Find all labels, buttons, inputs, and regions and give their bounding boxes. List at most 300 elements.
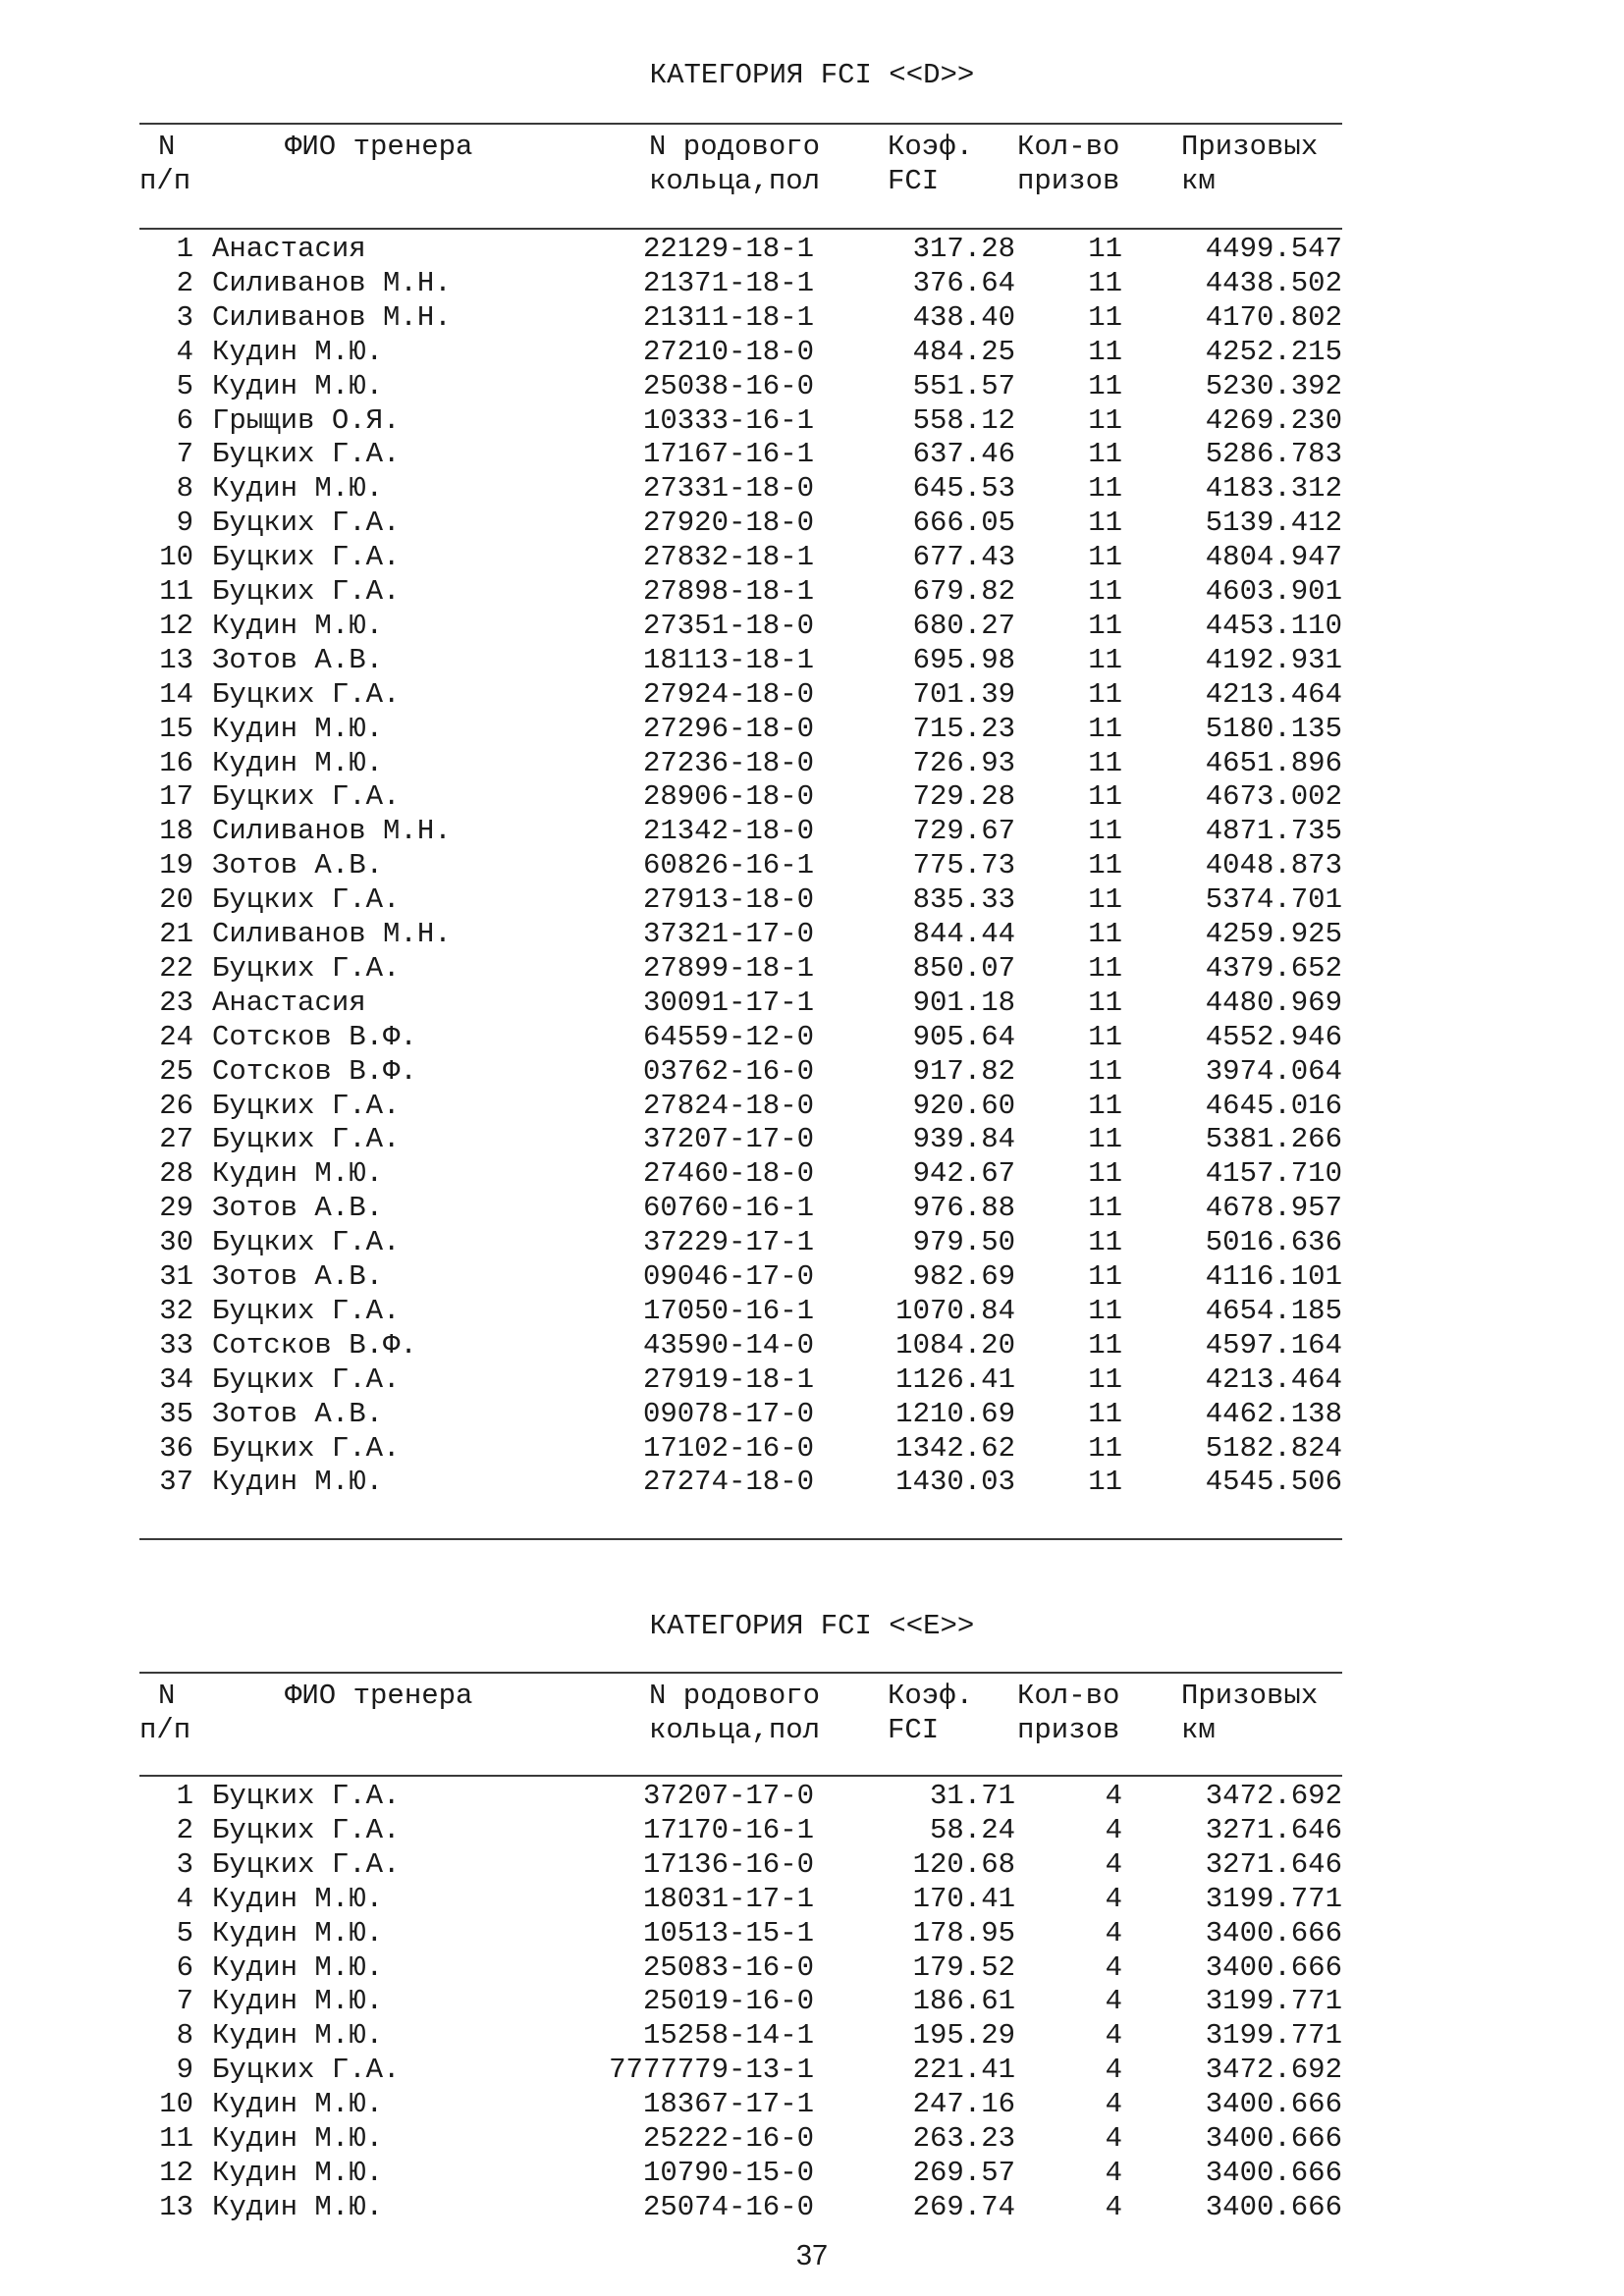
cell-ring-number: 27460-18-0: [642, 1157, 814, 1191]
cell-prize-km: 3199.771: [1205, 1985, 1342, 2018]
cell-trainer-name: Кудин М.Ю.: [212, 1157, 384, 1191]
cell-trainer-name: Буцких Г.А.: [212, 2054, 401, 2087]
cell-trainer-name: Буцких Г.А.: [212, 1123, 401, 1156]
cell-number: 25: [159, 1054, 193, 1088]
cell-prize-count: 4: [1105, 2019, 1122, 2053]
cell-prize-km: 3400.666: [1205, 1950, 1342, 1984]
table-row: [0, 1020, 1624, 1054]
header-coef-2: FCI: [888, 1714, 940, 1746]
cell-ring-number: 10790-15-0: [642, 2156, 814, 2189]
cell-ring-number: 18031-17-1: [642, 1882, 814, 1915]
cell-prize-count: 11: [1088, 575, 1122, 608]
table-row: [0, 506, 1624, 540]
cell-prize-km: 3271.646: [1205, 1813, 1342, 1846]
cell-number: 7: [176, 438, 193, 471]
cell-ring-number: 60760-16-1: [642, 1192, 814, 1225]
header-count: Кол-во: [1017, 1680, 1120, 1712]
cell-ring-number: 25074-16-0: [642, 2190, 814, 2223]
cell-ring-number: 64559-12-0: [642, 1020, 814, 1053]
header-count: Кол-во: [1017, 131, 1120, 163]
cell-trainer-name: Кудин М.Ю.: [212, 1916, 384, 1949]
cell-fci-coefficient: 979.50: [912, 1226, 1015, 1259]
cell-trainer-name: Силиванов М.Н.: [212, 266, 452, 299]
cell-prize-count: 11: [1088, 1260, 1122, 1293]
cell-ring-number: 60826-16-1: [642, 849, 814, 882]
cell-ring-number: 09046-17-0: [642, 1260, 814, 1293]
header-coef: Коэф.: [888, 1680, 974, 1712]
cell-fci-coefficient: 195.29: [912, 2019, 1015, 2053]
cell-ring-number: 27351-18-0: [642, 609, 814, 642]
table-row: [0, 2156, 1624, 2190]
table-row: [0, 1465, 1624, 1499]
cell-prize-km: 4480.969: [1205, 986, 1342, 1019]
table-row: [0, 2018, 1624, 2053]
table-row: [0, 1191, 1624, 1225]
cell-trainer-name: Кудин М.Ю.: [212, 1466, 384, 1499]
cell-number: 32: [159, 1294, 193, 1327]
cell-prize-count: 11: [1088, 233, 1122, 265]
cell-prize-count: 11: [1088, 1157, 1122, 1191]
cell-trainer-name: Кудин М.Ю.: [212, 335, 384, 368]
cell-prize-km: 4048.873: [1205, 849, 1342, 882]
table-row: [0, 1813, 1624, 1847]
cell-fci-coefficient: 263.23: [912, 2122, 1015, 2155]
table-row: [0, 1122, 1624, 1156]
header-num: N: [158, 131, 176, 163]
cell-prize-km: 4673.002: [1205, 780, 1342, 814]
header-num: N: [158, 1680, 176, 1712]
cell-ring-number: 17170-16-1: [642, 1813, 814, 1846]
cell-number: 16: [159, 746, 193, 779]
cell-number: 34: [159, 1362, 193, 1396]
cell-ring-number: 37207-17-0: [642, 1123, 814, 1156]
cell-trainer-name: Зотов А.В.: [212, 849, 384, 882]
cell-prize-count: 11: [1088, 986, 1122, 1019]
cell-fci-coefficient: 726.93: [912, 746, 1015, 779]
cell-number: 27: [159, 1123, 193, 1156]
cell-ring-number: 17102-16-0: [642, 1431, 814, 1465]
cell-number: 7: [176, 1985, 193, 2018]
cell-prize-km: 3400.666: [1205, 2122, 1342, 2155]
cell-ring-number: 25019-16-0: [642, 1985, 814, 2018]
cell-prize-km: 4269.230: [1205, 403, 1342, 437]
cell-ring-number: 27919-18-1: [642, 1362, 814, 1396]
cell-prize-count: 11: [1088, 1054, 1122, 1088]
cell-prize-km: 4192.931: [1205, 643, 1342, 676]
cell-prize-count: 4: [1105, 1847, 1122, 1881]
cell-trainer-name: Кудин М.Ю.: [212, 2156, 384, 2189]
cell-fci-coefficient: 695.98: [912, 643, 1015, 676]
header-num-2: п/п: [139, 1714, 191, 1746]
cell-prize-count: 11: [1088, 643, 1122, 676]
cell-ring-number: 03762-16-0: [642, 1054, 814, 1088]
cell-trainer-name: Буцких Г.А.: [212, 1780, 401, 1812]
cell-fci-coefficient: 376.64: [912, 266, 1015, 299]
cell-prize-km: 5374.701: [1205, 883, 1342, 917]
cell-ring-number: 37321-17-0: [642, 918, 814, 950]
table-row: [0, 1054, 1624, 1089]
cell-prize-km: 4654.185: [1205, 1294, 1342, 1327]
cell-prize-km: 4213.464: [1205, 677, 1342, 711]
cell-prize-count: 11: [1088, 712, 1122, 745]
cell-prize-km: 3400.666: [1205, 2088, 1342, 2121]
cell-prize-km: 4259.925: [1205, 918, 1342, 950]
table-top-rule: [139, 1672, 1342, 1674]
table-header-line-2: [0, 164, 1624, 198]
cell-ring-number: 25038-16-0: [642, 369, 814, 402]
cell-prize-km: 4597.164: [1205, 1328, 1342, 1362]
table-row: [0, 574, 1624, 609]
cell-ring-number: 27331-18-0: [642, 472, 814, 506]
table-row: [0, 1882, 1624, 1916]
cell-fci-coefficient: 438.40: [912, 300, 1015, 334]
cell-prize-count: 11: [1088, 335, 1122, 368]
cell-prize-count: 11: [1088, 780, 1122, 814]
cell-trainer-name: Зотов А.В.: [212, 1397, 384, 1430]
table-row: [0, 779, 1624, 814]
table-row: [0, 437, 1624, 471]
cell-ring-number: 21311-18-1: [642, 300, 814, 334]
cell-trainer-name: Кудин М.Ю.: [212, 2122, 384, 2155]
cell-number: 4: [176, 335, 193, 368]
cell-number: 22: [159, 951, 193, 985]
table-header-line-1: [0, 1679, 1624, 1713]
cell-number: 2: [176, 1813, 193, 1846]
cell-prize-km: 4453.110: [1205, 609, 1342, 642]
cell-fci-coefficient: 729.28: [912, 780, 1015, 814]
cell-fci-coefficient: 680.27: [912, 609, 1015, 642]
table-row: [0, 1950, 1624, 1985]
cell-number: 8: [176, 2019, 193, 2053]
table-row: [0, 1294, 1624, 1328]
table-row: [0, 1259, 1624, 1294]
cell-prize-count: 4: [1105, 2088, 1122, 2121]
cell-number: 26: [159, 1089, 193, 1122]
cell-ring-number: 17050-16-1: [642, 1294, 814, 1327]
cell-prize-km: 3199.771: [1205, 1882, 1342, 1915]
cell-number: 13: [159, 643, 193, 676]
cell-ring-number: 37207-17-0: [642, 1780, 814, 1812]
cell-trainer-name: Кудин М.Ю.: [212, 2088, 384, 2121]
cell-number: 28: [159, 1157, 193, 1191]
cell-ring-number: 10333-16-1: [642, 403, 814, 437]
cell-trainer-name: Буцких Г.А.: [212, 677, 401, 711]
cell-fci-coefficient: 1084.20: [895, 1328, 1015, 1362]
table-row: [0, 403, 1624, 438]
table-row: [0, 848, 1624, 882]
cell-fci-coefficient: 679.82: [912, 575, 1015, 608]
cell-ring-number: 17167-16-1: [642, 438, 814, 471]
table-row: [0, 1779, 1624, 1813]
table-header-line-2: [0, 1713, 1624, 1747]
cell-fci-coefficient: 120.68: [912, 1847, 1015, 1881]
cell-number: 10: [159, 541, 193, 574]
cell-number: 23: [159, 986, 193, 1019]
cell-ring-number: 27920-18-0: [642, 507, 814, 540]
cell-prize-km: 3472.692: [1205, 2054, 1342, 2087]
cell-ring-number: 25083-16-0: [642, 1950, 814, 1984]
cell-prize-km: 4552.946: [1205, 1020, 1342, 1053]
cell-prize-km: 4499.547: [1205, 233, 1342, 265]
cell-trainer-name: Буцких Г.А.: [212, 1813, 401, 1846]
cell-prize-count: 11: [1088, 266, 1122, 299]
table-row: [0, 1225, 1624, 1259]
table-row: [0, 2121, 1624, 2156]
cell-prize-count: 11: [1088, 951, 1122, 985]
table-row: [0, 471, 1624, 506]
cell-fci-coefficient: 905.64: [912, 1020, 1015, 1053]
cell-ring-number: 27296-18-0: [642, 712, 814, 745]
cell-prize-km: 4252.215: [1205, 335, 1342, 368]
cell-fci-coefficient: 1430.03: [895, 1466, 1015, 1499]
cell-prize-km: 4116.101: [1205, 1260, 1342, 1293]
cell-number: 9: [176, 2054, 193, 2087]
cell-fci-coefficient: 645.53: [912, 472, 1015, 506]
cell-number: 37: [159, 1466, 193, 1499]
cell-ring-number: 18367-17-1: [642, 2088, 814, 2121]
cell-number: 9: [176, 507, 193, 540]
cell-fci-coefficient: 170.41: [912, 1882, 1015, 1915]
table-row: [0, 917, 1624, 951]
header-ring-2: кольца,пол: [649, 165, 821, 197]
cell-trainer-name: Кудин М.Ю.: [212, 369, 384, 402]
cell-fci-coefficient: 1210.69: [895, 1397, 1015, 1430]
header-coef: Коэф.: [888, 131, 974, 163]
table-row: [0, 1397, 1624, 1431]
cell-number: 21: [159, 918, 193, 950]
table-row: [0, 1156, 1624, 1191]
cell-ring-number: 27824-18-0: [642, 1089, 814, 1122]
table-row: [0, 746, 1624, 780]
table-row: [0, 2053, 1624, 2087]
cell-prize-count: 11: [1088, 1294, 1122, 1327]
cell-trainer-name: Кудин М.Ю.: [212, 712, 384, 745]
cell-fci-coefficient: 551.57: [912, 369, 1015, 402]
cell-prize-km: 3400.666: [1205, 2190, 1342, 2223]
table-row: [0, 1328, 1624, 1362]
cell-trainer-name: Буцких Г.А.: [212, 1431, 401, 1465]
cell-number: 17: [159, 780, 193, 814]
cell-prize-km: 4379.652: [1205, 951, 1342, 985]
header-ring-2: кольца,пол: [649, 1714, 821, 1746]
cell-prize-count: 11: [1088, 883, 1122, 917]
cell-fci-coefficient: 920.60: [912, 1089, 1015, 1122]
cell-fci-coefficient: 269.74: [912, 2190, 1015, 2223]
cell-ring-number: 28906-18-0: [642, 780, 814, 814]
cell-prize-count: 11: [1088, 541, 1122, 574]
cell-number: 2: [176, 266, 193, 299]
section-title: КАТЕГОРИЯ FCI <<E>>: [649, 1610, 975, 1642]
table-row: [0, 1089, 1624, 1123]
cell-trainer-name: Кудин М.Ю.: [212, 2190, 384, 2223]
cell-prize-km: 4438.502: [1205, 266, 1342, 299]
cell-trainer-name: Буцких Г.А.: [212, 438, 401, 471]
cell-prize-count: 11: [1088, 438, 1122, 471]
cell-trainer-name: Кудин М.Ю.: [212, 1882, 384, 1915]
cell-trainer-name: Буцких Г.А.: [212, 1362, 401, 1396]
cell-prize-km: 4804.947: [1205, 541, 1342, 574]
header-km-2: км: [1181, 165, 1216, 197]
table-row: [0, 814, 1624, 848]
table-row: [0, 232, 1624, 266]
cell-trainer-name: Буцких Г.А.: [212, 951, 401, 985]
header-ring: N родового: [649, 1680, 821, 1712]
cell-fci-coefficient: 835.33: [912, 883, 1015, 917]
cell-number: 4: [176, 1882, 193, 1915]
cell-trainer-name: Кудин М.Ю.: [212, 472, 384, 506]
cell-prize-count: 4: [1105, 1985, 1122, 2018]
cell-ring-number: 27236-18-0: [642, 746, 814, 779]
cell-ring-number: 09078-17-0: [642, 1397, 814, 1430]
cell-trainer-name: Сотсков В.Ф.: [212, 1328, 417, 1362]
table-row: [0, 1362, 1624, 1397]
cell-trainer-name: Грыщив О.Я.: [212, 403, 401, 437]
cell-trainer-name: Кудин М.Ю.: [212, 609, 384, 642]
header-km-2: км: [1181, 1714, 1216, 1746]
cell-trainer-name: Сотсков В.Ф.: [212, 1020, 417, 1053]
cell-ring-number: 15258-14-1: [642, 2019, 814, 2053]
cell-fci-coefficient: 558.12: [912, 403, 1015, 437]
cell-number: 6: [176, 1950, 193, 1984]
table-row: [0, 369, 1624, 403]
cell-trainer-name: Зотов А.В.: [212, 1192, 384, 1225]
cell-prize-count: 11: [1088, 1362, 1122, 1396]
cell-fci-coefficient: 1342.62: [895, 1431, 1015, 1465]
cell-fci-coefficient: 666.05: [912, 507, 1015, 540]
cell-fci-coefficient: 247.16: [912, 2088, 1015, 2121]
cell-trainer-name: Буцких Г.А.: [212, 1226, 401, 1259]
cell-number: 5: [176, 1916, 193, 1949]
table-row: [0, 300, 1624, 335]
cell-prize-km: 3199.771: [1205, 2019, 1342, 2053]
cell-trainer-name: Буцких Г.А.: [212, 1294, 401, 1327]
header-ring: N родового: [649, 131, 821, 163]
cell-number: 29: [159, 1192, 193, 1225]
cell-fci-coefficient: 775.73: [912, 849, 1015, 882]
cell-prize-count: 11: [1088, 1431, 1122, 1465]
header-count-2: призов: [1017, 1714, 1120, 1746]
cell-fci-coefficient: 31.71: [929, 1780, 1015, 1812]
cell-trainer-name: Сотсков В.Ф.: [212, 1054, 417, 1088]
cell-prize-km: 4462.138: [1205, 1397, 1342, 1430]
cell-ring-number: 7777779-13-1: [609, 2054, 814, 2087]
cell-number: 1: [176, 1780, 193, 1812]
table-row: [0, 2190, 1624, 2224]
cell-prize-count: 11: [1088, 403, 1122, 437]
table-row: [0, 1984, 1624, 2018]
table-row: [0, 1431, 1624, 1466]
cell-ring-number: 27924-18-0: [642, 677, 814, 711]
cell-ring-number: 27913-18-0: [642, 883, 814, 917]
cell-prize-count: 11: [1088, 918, 1122, 950]
cell-prize-count: 11: [1088, 472, 1122, 506]
cell-prize-km: 4157.710: [1205, 1157, 1342, 1191]
cell-number: 30: [159, 1226, 193, 1259]
cell-prize-count: 11: [1088, 1328, 1122, 1362]
cell-trainer-name: Зотов А.В.: [212, 643, 384, 676]
cell-prize-count: 4: [1105, 1882, 1122, 1915]
page-number: 37: [795, 2240, 829, 2271]
cell-prize-km: 5286.783: [1205, 438, 1342, 471]
cell-fci-coefficient: 715.23: [912, 712, 1015, 745]
table-row: [0, 712, 1624, 746]
cell-prize-km: 4645.016: [1205, 1089, 1342, 1122]
cell-fci-coefficient: 844.44: [912, 918, 1015, 950]
cell-prize-km: 3472.692: [1205, 1780, 1342, 1812]
cell-prize-count: 11: [1088, 609, 1122, 642]
cell-prize-count: 11: [1088, 300, 1122, 334]
cell-prize-km: 3271.646: [1205, 1847, 1342, 1881]
cell-prize-km: 5180.135: [1205, 712, 1342, 745]
cell-number: 12: [159, 609, 193, 642]
cell-prize-count: 11: [1088, 507, 1122, 540]
cell-number: 3: [176, 300, 193, 334]
cell-ring-number: 17136-16-0: [642, 1847, 814, 1881]
cell-fci-coefficient: 186.61: [912, 1985, 1015, 2018]
cell-fci-coefficient: 917.82: [912, 1054, 1015, 1088]
table-row: [0, 986, 1624, 1020]
cell-ring-number: 27274-18-0: [642, 1466, 814, 1499]
cell-number: 1: [176, 233, 193, 265]
cell-prize-count: 11: [1088, 1397, 1122, 1430]
cell-prize-count: 4: [1105, 2122, 1122, 2155]
cell-number: 18: [159, 815, 193, 848]
cell-fci-coefficient: 729.67: [912, 815, 1015, 848]
cell-trainer-name: Кудин М.Ю.: [212, 1985, 384, 2018]
cell-fci-coefficient: 942.67: [912, 1157, 1015, 1191]
cell-prize-count: 11: [1088, 1020, 1122, 1053]
cell-prize-km: 4651.896: [1205, 746, 1342, 779]
table-row: [0, 951, 1624, 986]
cell-prize-count: 11: [1088, 677, 1122, 711]
cell-fci-coefficient: 637.46: [912, 438, 1015, 471]
cell-fci-coefficient: 178.95: [912, 1916, 1015, 1949]
cell-ring-number: 10513-15-1: [642, 1916, 814, 1949]
cell-prize-count: 11: [1088, 1192, 1122, 1225]
cell-fci-coefficient: 1070.84: [895, 1294, 1015, 1327]
cell-prize-km: 4603.901: [1205, 575, 1342, 608]
cell-trainer-name: Зотов А.В.: [212, 1260, 384, 1293]
table-header-rule: [139, 1775, 1342, 1777]
cell-fci-coefficient: 1126.41: [895, 1362, 1015, 1396]
cell-prize-count: 4: [1105, 1916, 1122, 1949]
cell-number: 24: [159, 1020, 193, 1053]
cell-prize-km: 5381.266: [1205, 1123, 1342, 1156]
header-count-2: призов: [1017, 165, 1120, 197]
table-row: [0, 540, 1624, 574]
cell-number: 19: [159, 849, 193, 882]
cell-prize-count: 11: [1088, 1226, 1122, 1259]
cell-trainer-name: Кудин М.Ю.: [212, 2019, 384, 2053]
cell-prize-km: 5016.636: [1205, 1226, 1342, 1259]
cell-prize-count: 11: [1088, 369, 1122, 402]
cell-ring-number: 30091-17-1: [642, 986, 814, 1019]
cell-prize-km: 4871.735: [1205, 815, 1342, 848]
cell-number: 14: [159, 677, 193, 711]
cell-fci-coefficient: 58.24: [929, 1813, 1015, 1846]
table-header-rule: [139, 228, 1342, 230]
cell-fci-coefficient: 484.25: [912, 335, 1015, 368]
cell-number: 3: [176, 1847, 193, 1881]
cell-prize-count: 4: [1105, 2156, 1122, 2189]
table-row: [0, 2087, 1624, 2121]
cell-ring-number: 18113-18-1: [642, 643, 814, 676]
header-num-2: п/п: [139, 165, 191, 197]
cell-number: 11: [159, 2122, 193, 2155]
cell-prize-km: 3400.666: [1205, 2156, 1342, 2189]
cell-ring-number: 27899-18-1: [642, 951, 814, 985]
cell-trainer-name: Буцких Г.А.: [212, 1089, 401, 1122]
